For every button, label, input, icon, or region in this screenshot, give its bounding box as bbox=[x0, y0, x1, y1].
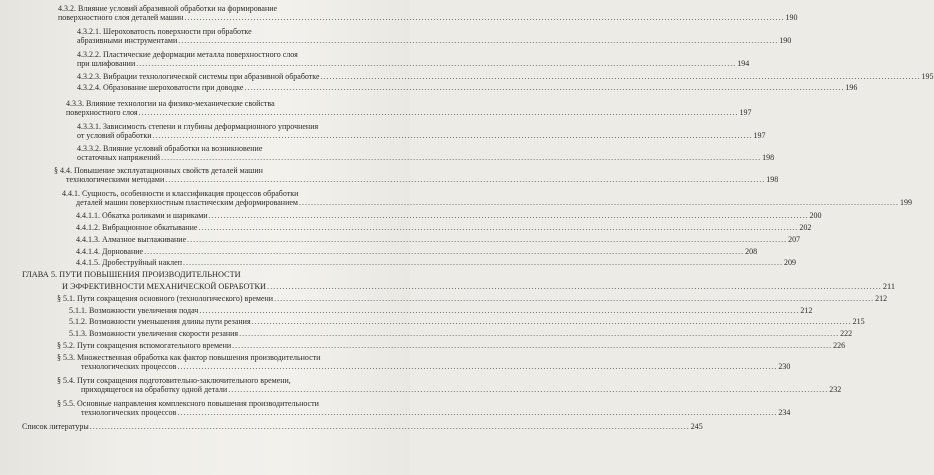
toc-page-number: 245 bbox=[690, 422, 703, 431]
toc-entry-title-cont: от условий обработки bbox=[77, 131, 152, 141]
dot-leader bbox=[198, 223, 798, 232]
toc-entry-title: 4.3.2.2. Пластические деформации металла поверхностного слоя bbox=[77, 50, 298, 59]
toc-entry bbox=[66, 99, 752, 118]
dot-leader bbox=[239, 329, 839, 338]
toc-page-number: 212 bbox=[875, 294, 888, 303]
toc-page-number: 226 bbox=[833, 341, 846, 350]
dot-leader bbox=[187, 235, 787, 244]
chapter-title: ГЛАВА 5. ПУТИ ПОВЫШЕНИЯ ПРОИЗВОДИТЕЛЬНОСТИ bbox=[22, 270, 241, 279]
toc-entry bbox=[69, 329, 853, 338]
toc-entry-title: 4.3.3.2. Влияние условий обработки на возникновение bbox=[77, 144, 263, 153]
toc-entry-title: 4.4.1.2. Вибрационное обкатывание bbox=[76, 223, 198, 232]
toc-entry-title-cont: деталей машин поверхностным пластическим деформированием bbox=[76, 198, 298, 208]
toc-entry-title-cont: технологических процессов bbox=[81, 408, 177, 418]
toc-entry-title: 5.1.2. Возможности уменьшения длины пути резания bbox=[69, 317, 251, 326]
toc-entry-title: 5.1.3. Возможности увеличения скорости резания bbox=[69, 329, 239, 338]
toc-entry-title: 4.3.3.1. Зависимость степени и глубины деформационного упрочнения bbox=[77, 122, 319, 131]
toc-page-number: 234 bbox=[778, 408, 791, 418]
toc-page-number: 190 bbox=[779, 36, 792, 46]
toc-entry bbox=[77, 72, 934, 81]
dot-leader bbox=[139, 108, 739, 117]
chapter-heading bbox=[62, 282, 896, 291]
toc-entry-title-cont: при шлифовании bbox=[77, 59, 136, 69]
toc-page-number: 202 bbox=[799, 223, 812, 232]
dot-leader bbox=[136, 59, 736, 68]
toc-entry bbox=[62, 189, 912, 208]
toc-entry-title: Список литературы bbox=[22, 422, 89, 431]
dot-leader bbox=[184, 13, 784, 22]
toc-entry-title-cont: остаточных напряжений bbox=[77, 153, 161, 163]
toc-entry bbox=[58, 4, 798, 23]
toc-entry bbox=[57, 294, 888, 303]
toc-entry-title: § 5.1. Пути сокращения основного (технологического) времени bbox=[57, 294, 274, 303]
toc-page-number: 194 bbox=[737, 59, 750, 69]
toc-entry-title: 4.3.2.4. Образование шероховатости при доводке bbox=[77, 83, 244, 92]
toc-entry-title-cont: поверхностного слоя деталей машин bbox=[58, 13, 184, 23]
toc-entry bbox=[76, 258, 796, 267]
dot-leader bbox=[144, 247, 744, 256]
toc-entry-title-cont: технологическими методами bbox=[66, 175, 165, 185]
toc-entry bbox=[57, 376, 842, 395]
dot-leader bbox=[183, 258, 783, 267]
toc-entry bbox=[54, 166, 779, 185]
toc-page-number: 200 bbox=[809, 211, 822, 220]
toc-entry bbox=[76, 223, 812, 232]
toc-entry-title: 4.4.1.1. Обкатка роликами и шариками bbox=[76, 211, 208, 220]
toc-page-number: 197 bbox=[739, 108, 752, 118]
toc-entry bbox=[57, 399, 791, 418]
toc-entry bbox=[57, 353, 791, 372]
dot-leader bbox=[178, 36, 778, 45]
dot-leader bbox=[165, 175, 765, 184]
toc-entry bbox=[77, 144, 775, 163]
dot-leader bbox=[177, 362, 777, 371]
toc-entry-title: § 5.3. Множественная обработка как фактор повышения производительности bbox=[57, 353, 321, 362]
toc-entry bbox=[77, 122, 766, 141]
dot-leader bbox=[199, 306, 799, 315]
chapter-title-cont: И ЭФФЕКТИВНОСТИ МЕХАНИЧЕСКОЙ ОБРАБОТКИ bbox=[62, 282, 267, 291]
toc-page-number: 207 bbox=[788, 235, 801, 244]
toc-entry-title: 4.4.1.5. Дробеструйный наклеп bbox=[76, 258, 182, 267]
toc-page-number: 199 bbox=[899, 198, 912, 208]
toc-entry bbox=[76, 247, 758, 256]
chapter-heading bbox=[22, 270, 390, 279]
toc-entry-title: § 5.4. Пути сокращения подготовительно-заключительного времени, bbox=[57, 376, 291, 385]
toc-entry-title-cont: абразивными инструментами bbox=[77, 36, 178, 46]
toc-entry-title: 4.3.3. Влияние технологии на физико-механические свойства bbox=[66, 99, 275, 108]
toc-page-number: 215 bbox=[852, 317, 865, 326]
toc-page-number: 195 bbox=[921, 72, 934, 81]
dot-leader bbox=[267, 282, 882, 291]
toc-entry-title-cont: поверхностного слоя bbox=[66, 108, 138, 118]
dot-leader bbox=[177, 408, 777, 417]
toc-entry-title: § 5.2. Пути сокращения вспомогательного времени bbox=[57, 341, 232, 350]
toc-entry bbox=[22, 422, 703, 431]
toc-page-number: 232 bbox=[829, 385, 842, 395]
dot-leader bbox=[244, 83, 844, 92]
toc-page-number: 196 bbox=[845, 83, 858, 92]
toc-entry bbox=[69, 317, 865, 326]
toc-entry bbox=[77, 50, 750, 69]
toc-entry-title: 4.3.2.3. Вибрации технологической системы при абразивной обработке bbox=[77, 72, 320, 81]
toc-page-number: 197 bbox=[753, 131, 766, 141]
dot-leader bbox=[209, 211, 809, 220]
toc-entry-title: § 5.5. Основные направления комплексного повышения производительности bbox=[57, 399, 319, 408]
dot-leader bbox=[321, 72, 921, 81]
toc-entry-title: 4.3.2.1. Шероховатость поверхности при обработке bbox=[77, 27, 252, 36]
dot-leader bbox=[90, 422, 690, 431]
toc-entry-title: 4.4.1.3. Алмазное выглаживание bbox=[76, 235, 187, 244]
toc-entry-title-cont: технологических процессов bbox=[81, 362, 177, 372]
toc-entry bbox=[76, 235, 801, 244]
toc-entry bbox=[77, 27, 792, 46]
toc-page-number: 209 bbox=[783, 258, 796, 267]
dot-leader bbox=[161, 153, 761, 162]
toc-entry-title: § 4.4. Повышение эксплуатационных свойств деталей машин bbox=[54, 166, 263, 175]
toc-page-number: 190 bbox=[785, 13, 798, 23]
toc-entry-title-cont: приходящегося на обработку одной детали bbox=[81, 385, 228, 395]
toc-entry bbox=[69, 306, 813, 315]
dot-leader bbox=[274, 294, 874, 303]
toc-page-number: 211 bbox=[882, 282, 896, 291]
dot-leader bbox=[299, 198, 899, 207]
toc-entry-title: 5.1.1. Возможности увеличения подач bbox=[69, 306, 199, 315]
toc-entry bbox=[57, 341, 846, 350]
toc-page-number: 212 bbox=[800, 306, 813, 315]
toc-page-number: 222 bbox=[840, 329, 853, 338]
toc-page-number: 198 bbox=[766, 175, 779, 185]
toc-page-number: 230 bbox=[778, 362, 791, 372]
toc-entry-title: 4.4.1. Сущность, особенности и классификация процессов обработки bbox=[62, 189, 299, 198]
toc-page-number: 208 bbox=[745, 247, 758, 256]
dot-leader bbox=[153, 131, 753, 140]
dot-leader bbox=[232, 341, 832, 350]
dot-leader bbox=[252, 317, 852, 326]
toc-entry bbox=[77, 83, 858, 92]
dot-leader bbox=[228, 385, 828, 394]
toc-page-number: 198 bbox=[762, 153, 775, 163]
toc-entry-title: 4.4.1.4. Дорнование bbox=[76, 247, 144, 256]
toc-entry-title: 4.3.2. Влияние условий абразивной обработки на формирование bbox=[58, 4, 278, 13]
toc-entry bbox=[76, 211, 822, 220]
